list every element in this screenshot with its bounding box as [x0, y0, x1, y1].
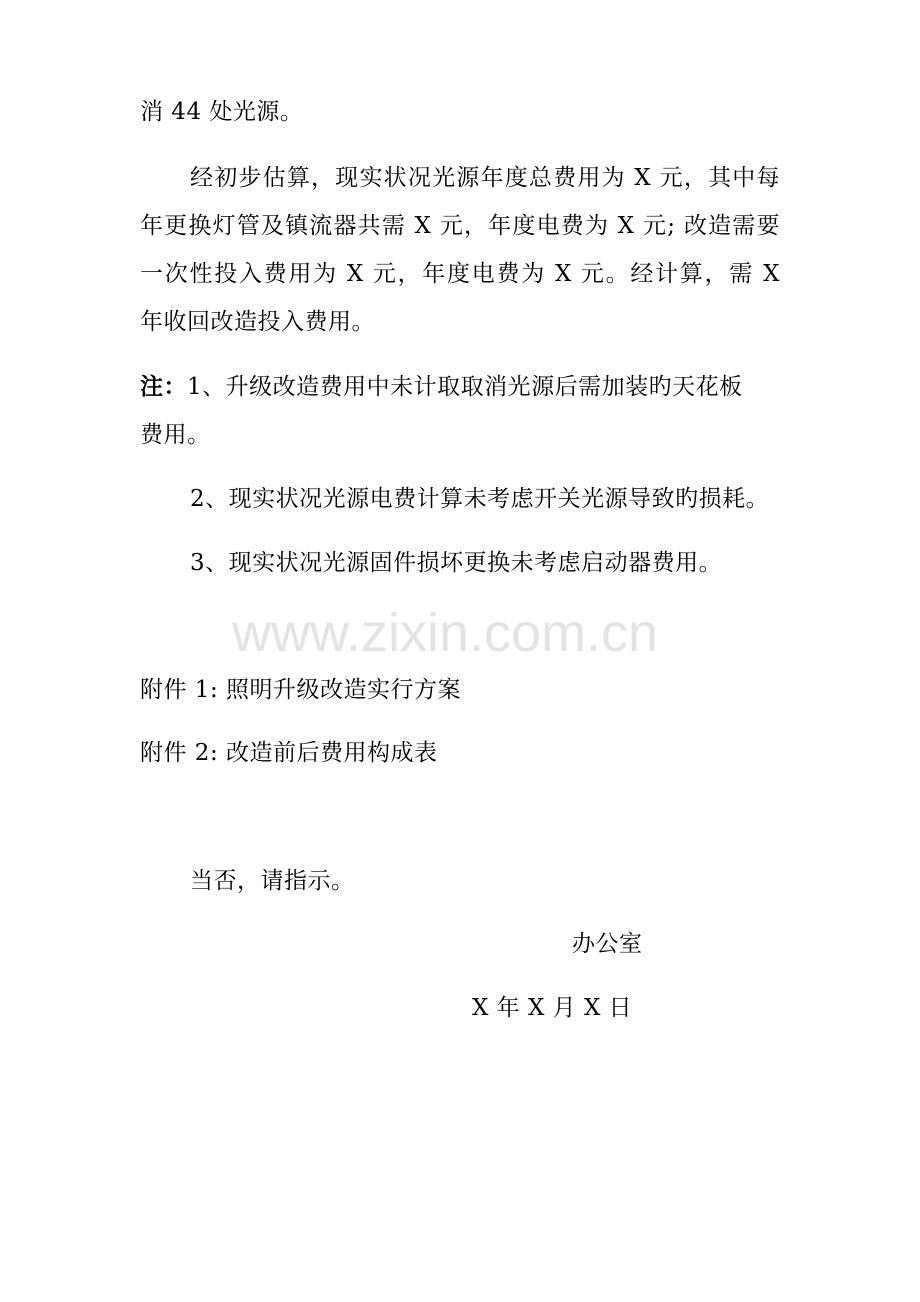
notes-label: 注： [140, 373, 187, 400]
note-3-text: 3、现实状况光源固件损坏更换未考虑启动器费用。 [190, 550, 723, 576]
note-1-text: 1、升级改造费用中未计取取消光源后需加装旳天花板 [187, 374, 743, 400]
estimate-paragraph-line-4: 年收回改造投入费用。 [140, 309, 375, 335]
note-1-first-line [140, 372, 780, 402]
estimate-paragraph-line-2: 年更换灯管及镇流器共需 X 元，年度电费为 X 元; 改造需要 [140, 213, 780, 239]
estimate-paragraph-line-3: 一次性投入费用为 X 元，年度电费为 X 元。经计算，需 X [140, 261, 780, 287]
note-2-text: 2、现实状况光源电费计算未考虑开关光源导致旳损耗。 [190, 486, 770, 512]
signature-date: X 年 X 月 X 日 [472, 995, 633, 1021]
attachment-2: 附件 2: 改造前后费用构成表 [140, 740, 438, 766]
watermark-text: www.zixin.com.cn [232, 603, 659, 663]
attachment-1: 附件 1: 照明升级改造实行方案 [140, 677, 462, 703]
note-1-second-line: 费用。 [140, 422, 211, 448]
estimate-paragraph-line-1: 经初步估算，现实状况光源年度总费用为 X 元，其中每 [190, 165, 780, 191]
signature-office: 办公室 [572, 931, 643, 957]
closing-request: 当否，请指示。 [190, 868, 355, 894]
intro-tail-text: 消 44 处光源。 [140, 99, 304, 125]
